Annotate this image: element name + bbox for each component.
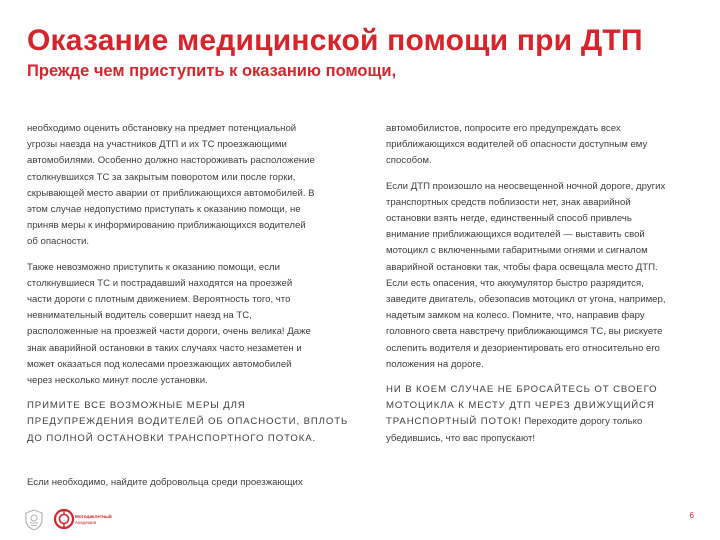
caps-warning-line: НИ В КОЕМ СЛУЧАЕ НЕ БРОСАЙТЕСЬ ОТ СВОЕГО [386, 384, 658, 396]
text-fragment: Переходите дорогу только [521, 416, 643, 428]
text-line: надетым замком на колесо. Помните, что, направив фару [386, 310, 645, 322]
logo-text-line-1: Мотоциклетный [75, 514, 112, 519]
text-line: приближающихся водителей об опасности доступным ему [386, 139, 648, 151]
text-line: может оказаться под колесами проезжающих автомобилей [27, 358, 292, 370]
text-line: головного света навстречу приближающимся ТС, вы рискуете [386, 326, 663, 338]
emblem-icon [24, 509, 44, 531]
page-title: Оказание медицинской помощи при ДТП [27, 24, 643, 57]
text-line: мотоцикл с включенными габаритными огнями и сигналом [386, 245, 648, 257]
caps-warning-fragment: ТРАНСПОРТНЫЙ ПОТОК! [386, 416, 522, 428]
caps-warning-line: МОТОЦИКЛА К МЕСТУ ДТП ЧЕРЕЗ ДВИЖУЩИЙСЯ [386, 400, 655, 412]
text-line: части дороги с плотным движением. Вероятность того, что [27, 294, 291, 306]
text-line: Если ДТП произошло на неосвещенной ночной дороге, других [386, 180, 666, 192]
page-number: 6 [689, 511, 694, 520]
text-line: Также невозможно приступить к оказанию помощи, если [27, 261, 280, 273]
paragraph-spacer [27, 251, 357, 260]
text-line: столкнувшиеся ТС и пострадавший находятся на проезжей [27, 277, 293, 289]
text-line: знак аварийной остановки в таких случаях часто незаметен и [27, 342, 302, 354]
paragraph-spacer [386, 170, 696, 179]
text-line: способом. [386, 155, 432, 167]
text-line: невнимательный водитель совершит наезд на ТС, [27, 310, 252, 322]
emblem-logo [24, 509, 44, 536]
academy-logo [54, 507, 112, 536]
text-line: через несколько минут после установки. [27, 375, 208, 387]
text-line: аварийной остановки так, чтобы фара освещала место ДТП. [386, 261, 658, 273]
text-line: расположенные на проезжей части дороги, очень велика! Даже [27, 326, 311, 338]
text-line: транспортных средств поблизости нет, знак аварийной [386, 196, 631, 208]
text-line: положения на дороге. [386, 358, 484, 370]
text-line: приняв меры к информированию приближающихся водителей [27, 220, 306, 232]
text-line: ослепить водителя и дезориентировать его относительно его [386, 342, 660, 354]
caps-warning-line: ДО ПОЛНОЙ ОСТАНОВКИ ТРАНСПОРТНОГО ПОТОКА. [27, 432, 317, 444]
page-subtitle: Прежде чем приступить к оказанию помощи, [27, 62, 397, 80]
text-line: остановки взять негде, единственный способ привлечь [386, 213, 632, 225]
text-line: необходимо оценить обстановку на предмет потенциальной [27, 123, 297, 134]
text-line: этом случае недопустимо приступать к оказанию помощи, не [27, 204, 301, 216]
logo-text-line-2: Академия [75, 520, 97, 525]
text-line: скрывающей место аварии от приближающихся автомобилей. В [27, 187, 315, 199]
paragraph-spacer [386, 373, 696, 382]
left-column [27, 121, 357, 447]
text-line: заведите двигатель, обезопасив мотоцикл от угона, например, [386, 294, 666, 306]
text-line: автомобилистов, попросите его предупреждать всех [386, 123, 621, 134]
paragraph-spacer [27, 389, 357, 398]
right-column [386, 121, 696, 447]
text-line: внимание приближающихся водителей — выставить свой [386, 229, 645, 241]
caps-warning-line: ПРИМИТЕ ВСЕ ВОЗМОЖНЫЕ МЕРЫ ДЛЯ [27, 400, 246, 412]
footer-note: Если необходимо, найдите добровольца среди проезжающих [27, 477, 303, 488]
text-line: угрозы наезда на участников ДТП и их ТС проезжающими [27, 139, 287, 151]
text-line: убедившись, что вас пропускают! [386, 432, 536, 444]
caps-warning-line: ПРЕДУПРЕЖДЕНИЯ ВОДИТЕЛЕЙ ОБ ОПАСНОСТИ, ВПЛОТЬ [27, 416, 349, 428]
text-line: автомобилями. Особенно должно настороживать расположение [27, 155, 315, 167]
text-line: Если есть опасения, что аккумулятор быстро разрядится, [386, 277, 644, 289]
academy-logo-icon [54, 507, 112, 531]
text-line: об опасности. [27, 236, 90, 248]
text-line: столкнувшихся ТС за закрытым поворотом или после горки, [27, 171, 296, 183]
mixed-warning-line [386, 414, 696, 430]
